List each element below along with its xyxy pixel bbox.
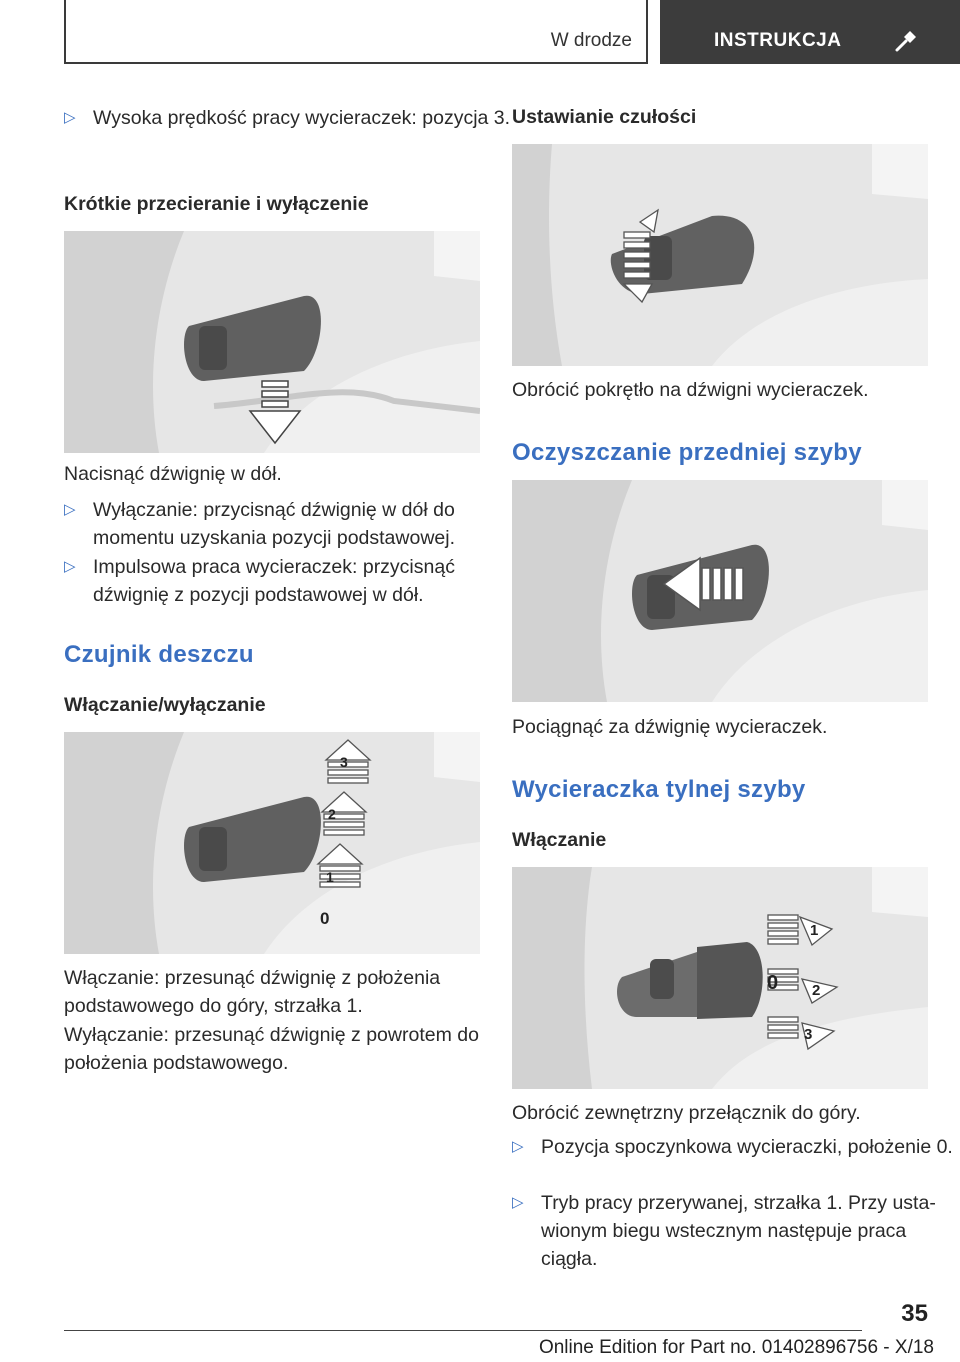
figure-lever-up: [64, 732, 480, 954]
caption-rotate-outer-switch: Obrócić zewnętrzny przełącznik do góry.: [512, 1102, 861, 1124]
bullet-intermittent: ▷ Tryb pracy przerywanej, strzałka 1. Przy ustawionym biegu wstecznym następuje praca ciągła.: [512, 1189, 960, 1273]
fig-label-3: 3: [804, 1026, 813, 1043]
figure-sensitivity-dial: [512, 144, 928, 366]
bullet-off: ▷ Wyłączanie: przycisnąć dźwignię w dół do momentu uzyskania pozycji podstawowej.: [64, 496, 513, 552]
bullet-icon: ▷: [64, 109, 76, 126]
header-section-box: [64, 0, 648, 64]
heading-clean-windshield: Oczyszczanie przedniej szyby: [512, 439, 862, 466]
page-number: 35: [901, 1300, 928, 1327]
heading-rear-wiper: Wycieraczka tylnej szyby: [512, 776, 806, 803]
figure-pull-lever: [512, 480, 928, 702]
bullet-impulse: ▷ Impulsowa praca wycieraczek: przycisnąć dźwignię z pozycji podstawowej w dół.: [64, 553, 513, 609]
bullet-speed-3: ▷ Wysoka prędkość pracy wycieraczek: pozycja 3.: [64, 104, 513, 132]
heading-sensitivity: Ustawianie czułości: [512, 106, 697, 128]
paragraph-on: Włączanie: przesunąć dźwignię z położenia podstawowego do góry, strzałka 1.: [64, 967, 441, 1017]
fig-label-1: 1: [810, 922, 819, 939]
bullet-icon: ▷: [512, 1138, 524, 1155]
heading-switch-on: Włączanie: [512, 829, 607, 851]
figure-rear-switch: [512, 867, 928, 1089]
bullet-icon: ▷: [64, 558, 76, 575]
footer-divider: [64, 1330, 862, 1331]
heading-on-off: Włączanie/wyłączanie: [64, 694, 266, 716]
bullet-rest-position: ▷ Pozycja spoczynkowa wycieraczki, położenie 0.: [512, 1133, 960, 1161]
figure-lever-down: [64, 231, 480, 453]
header-chapter-box: [660, 0, 960, 64]
section-title: W drodze: [550, 30, 632, 51]
bullet-icon: ▷: [64, 501, 76, 518]
fig-label-2: 2: [812, 982, 821, 999]
footer-edition: Online Edition for Part no. 01402896756 - X/18: [538, 1337, 934, 1358]
fig-label-0: 0: [320, 909, 330, 928]
caption-press-down: Nacisnąć dźwignię w dół.: [64, 463, 282, 485]
fig-label-2: 2: [328, 806, 336, 822]
tool-icon: [893, 28, 919, 54]
caption-pull-lever: Pociągnąć za dźwignię wycieraczek.: [512, 716, 828, 738]
paragraph-off: Wyłączanie: przesunąć dźwignię z powrotem do położenia podstawowego.: [64, 1024, 479, 1074]
heading-rain-sensor: Czujnik deszczu: [64, 641, 254, 668]
heading-short-wipe: Krótkie przecieranie i wyłączenie: [64, 193, 369, 215]
bullet-icon: ▷: [512, 1194, 524, 1211]
fig-label-1: 1: [326, 869, 334, 885]
fig-label-0: 0: [767, 972, 779, 994]
fig-label-3: 3: [340, 754, 348, 770]
chapter-title: INSTRUKCJA: [714, 30, 842, 51]
caption-rotate-dial: Obrócić pokrętło na dźwigni wycieraczek.: [512, 379, 869, 401]
